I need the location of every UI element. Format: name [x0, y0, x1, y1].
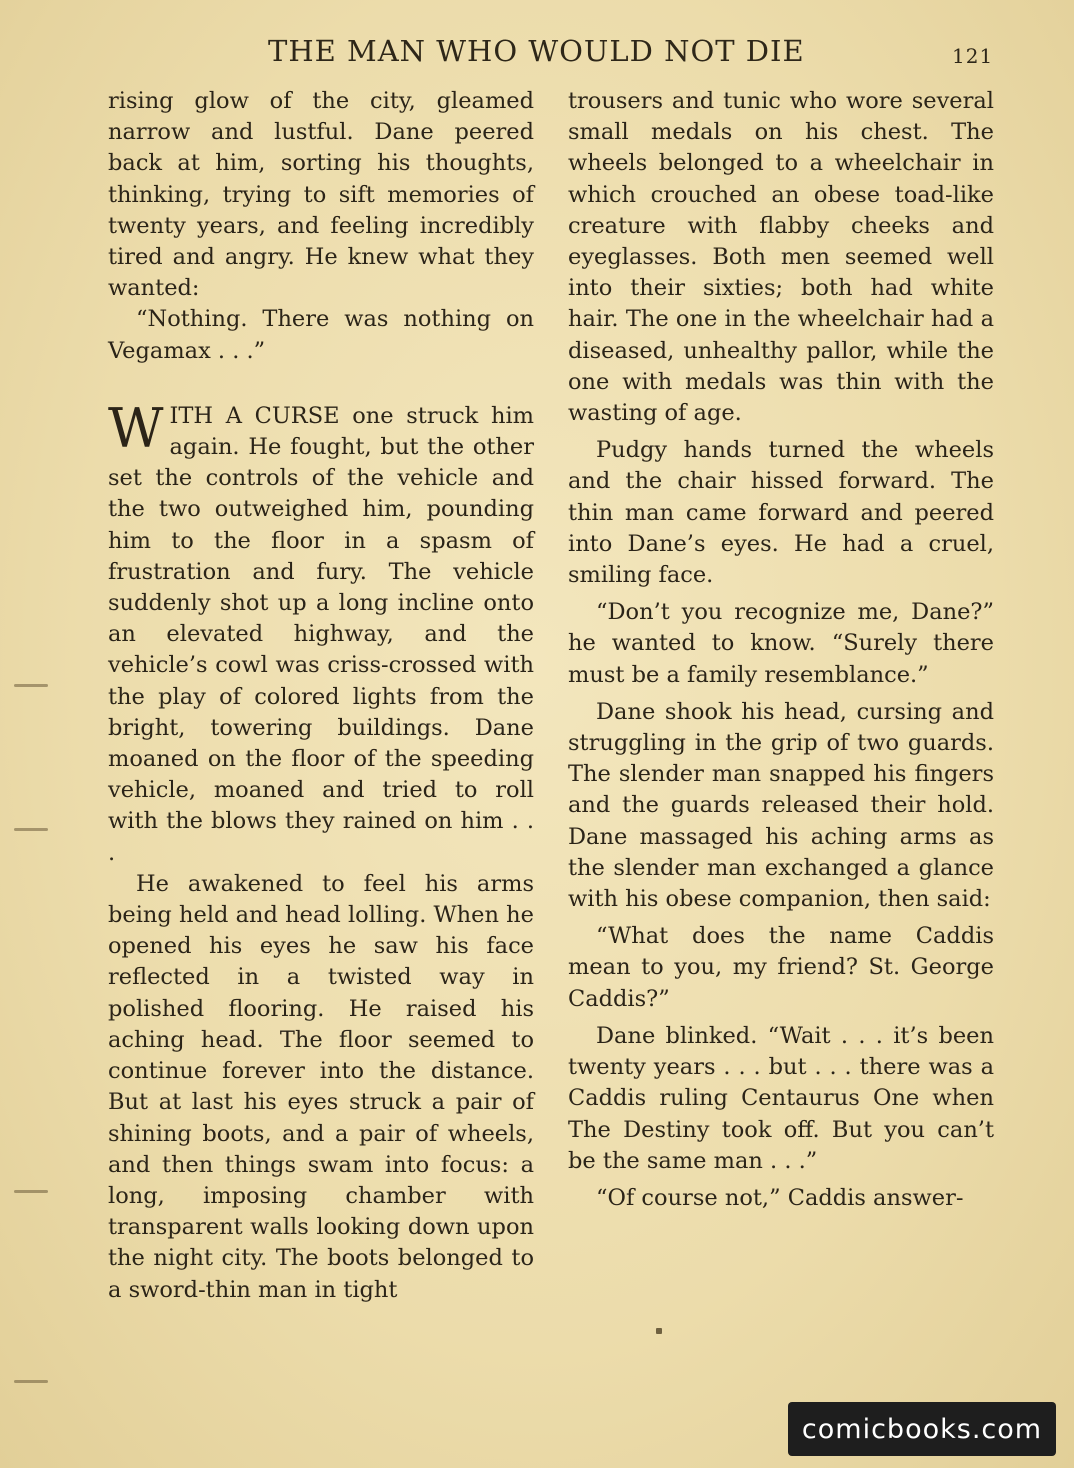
watermark-text: comicbooks.com	[801, 1413, 1043, 1445]
paragraph: He awakened to feel his arms being held and head lolling. When he opened his eyes he saw his face reflected in a twisted way in polished flooring. He raised his aching head. The floor seemed to continue forever into the distance. But at last his eyes struck a pair of shining boots, and a pair of wheels, and then things swam into focus: a long, imposing chamber with transparent walls looking down upon the night city. The boots belonged to a sword-thin man in tight	[108, 870, 534, 1303]
running-title: THE MAN WHO WOULD NOT DIE	[268, 34, 805, 68]
left-column	[108, 86, 534, 1306]
page-edge-mark	[14, 1380, 48, 1383]
page-number: 121	[952, 44, 994, 68]
paragraph: “Don’t you recognize me, Dane?” he wanted to know. “Surely there must be a family resemblance.”	[568, 599, 994, 688]
page-edge-mark	[14, 828, 48, 831]
page-header	[0, 30, 1074, 80]
watermark-logo	[788, 1402, 1056, 1456]
paragraph: trousers and tunic who wore several small medals on his chest. The wheels belonged to a wheelchair in which crouched an obese toad-like creature with flabby cheeks and eyeglasses. Both men seemed well into their sixties; both had white hair. The one in the wheelchair had a diseased, unhealthy pallor, while the one with medals was thin with the wasting of age.	[568, 88, 994, 427]
drop-cap: W	[108, 396, 164, 460]
page-edge-mark	[14, 684, 48, 687]
paragraph-text: ITH A CURSE one struck him again. He fought, but the other set the controls of the vehicle and the two outweighed him, pounding him to the floor in a spasm of frustration and fury. The vehicle suddenly shot up a long incline onto an elevated highway, and the vehicle’s cowl was criss-crossed with the play of colored lights from the bright, towering buildings. Dane moaned on the floor of the speeding vehicle, moaned and tried to roll with the blows they rained on him . . .	[108, 402, 534, 866]
section-opening-paragraph	[108, 396, 534, 869]
paragraph: “What does the name Caddis mean to you, my friend? St. George Caddis?”	[568, 923, 994, 1012]
page-edge-mark	[14, 1190, 48, 1193]
paragraph: “Of course not,” Caddis answer-	[596, 1184, 964, 1211]
paragraph: Dane blinked. “Wait . . . it’s been twenty years . . . but . . . there was a Caddis ruling Centaurus One when The Destiny took off. But you can’t be the same man . . .”	[568, 1022, 994, 1174]
right-column	[568, 86, 994, 1214]
paragraph: Pudgy hands turned the wheels and the chair hissed forward. The thin man came forward and peered into Dane’s eyes. He had a cruel, smiling face.	[568, 437, 994, 589]
page-ornament	[656, 1328, 662, 1334]
paragraph: “Nothing. There was nothing on Vegamax . . .”	[108, 306, 534, 364]
paragraph: Dane shook his head, cursing and struggling in the grip of two guards. The slender man snapped his fingers and the guards released their hold. Dane massaged his aching arms as the slender man exchanged a glance with his obese companion, then said:	[568, 698, 994, 913]
paragraph: rising glow of the city, gleamed narrow and lustful. Dane peered back at him, sorting his thoughts, thinking, trying to sift memories of twenty years, and feeling incredibly tired and angry. He knew what they wanted:	[108, 88, 534, 302]
